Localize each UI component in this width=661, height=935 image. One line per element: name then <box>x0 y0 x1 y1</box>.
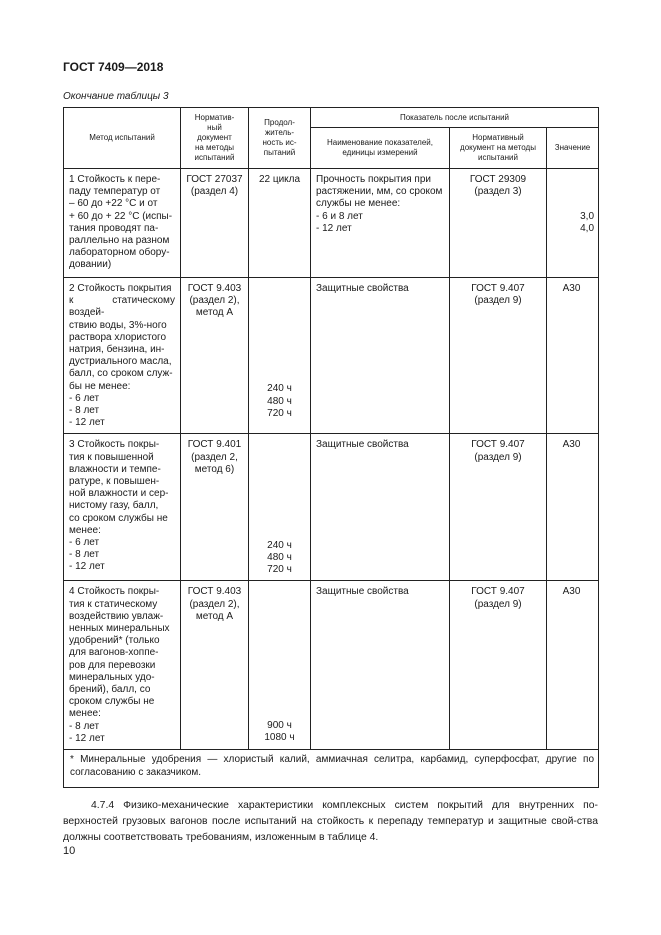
table-header-row <box>64 108 599 128</box>
row1-indicator: Прочность покрытия при растяжении, мм, со сроком службы не менее: - 6 и 8 лет - 12 лет <box>311 169 450 278</box>
header-value: Значение <box>547 128 599 169</box>
row3-value: А30 <box>547 434 599 581</box>
row2-norm-doc: ГОСТ 9.403 (раздел 2), метод А <box>181 278 249 434</box>
row3-norm-doc: ГОСТ 9.401 (раздел 2, метод 6) <box>181 434 249 581</box>
row4-indicator: Защитные свойства <box>311 581 450 750</box>
table-row <box>64 169 599 278</box>
table-caption: Окончание таблицы 3 <box>63 91 169 102</box>
document-header: ГОСТ 7409—2018 <box>63 60 164 74</box>
table-row <box>64 278 599 434</box>
page-number: 10 <box>63 845 76 857</box>
header-norm-doc: Норматив- ный документ на методы испытаний <box>181 108 249 169</box>
row4-norm-doc: ГОСТ 9.403 (раздел 2), метод А <box>181 581 249 750</box>
row4-duration-cell <box>249 581 311 750</box>
row3-duration: 240 ч 480 ч 720 ч <box>267 539 292 576</box>
row1-norm-doc: ГОСТ 27037 (раздел 4) <box>181 169 249 278</box>
row2-method: 2 Стойкость покрытия к статическому воздей- ствию воды, 3%-ного раствора хлористого натрия, бензина, ин- дустриального масла, балл, со сроком служ- бы не менее: - 6 лет - 8 лет - 12 лет <box>64 278 181 434</box>
table-footnote: * Минеральные удобрения — хлористый калий, аммиачная селитра, карбамид, суперфосфат, другие по согласованию с заказчиком. <box>64 750 599 788</box>
row2-duration-cell <box>249 278 311 434</box>
row4-duration: 900 ч 1080 ч <box>264 720 295 744</box>
row2-indicator: Защитные свойства <box>311 278 450 434</box>
row3-method: 3 Стойкость покры- тия к повышенной влажности и темпе- ратуре, к повышен- ной влажности и сер- нистому газу, балл, со сроком службы не менее: - 6 лет - 8 лет - 12 лет <box>64 434 181 581</box>
row4-indicator-doc: ГОСТ 9.407 (раздел 9) <box>450 581 547 750</box>
row4-value: А30 <box>547 581 599 750</box>
row3-duration-cell <box>249 434 311 581</box>
row2-indicator-doc: ГОСТ 9.407 (раздел 9) <box>450 278 547 434</box>
row4-method: 4 Стойкость покры- тия к статическому воздействию увлаж- ненных минеральных удобрений* (только для вагонов-хоппе- ров для перевозки минеральных удо- брений), балл, со сроком службы не менее: - 8 лет - 12 лет <box>64 581 181 750</box>
test-results-table <box>63 107 599 788</box>
row1-method: 1 Стойкость к пере- паду температур от – 60 до +22 °С и от + 60 до + 22 °С (испы- тания проводят па- раллельно на разном лабораторном обору- довании) <box>64 169 181 278</box>
header-after-tests: Показатель после испытаний <box>311 108 599 128</box>
row3-indicator: Защитные свойства <box>311 434 450 581</box>
section-paragraph: 4.7.4 Физико-механические характеристики комплексных систем покрытий для внутренних по-верхностей грузовых вагонов после испытаний на стойкость к перепаду температур и защитные свой-ства должны соответствовать требованиям, изложенным в таблице 4. <box>63 800 598 843</box>
header-duration: Продол- житель- ность ис- пытаний <box>249 108 311 169</box>
row3-indicator-doc: ГОСТ 9.407 (раздел 9) <box>450 434 547 581</box>
row1-duration: 22 цикла <box>249 169 311 278</box>
row2-duration: 240 ч 480 ч 720 ч <box>267 383 292 419</box>
table-row <box>64 581 599 750</box>
row1-value: 3,0 4,0 <box>547 169 599 278</box>
header-indicator-name: Наименование показателей, единицы измерений <box>311 128 450 169</box>
row2-value: А30 <box>547 278 599 434</box>
footnote-row <box>64 750 599 788</box>
header-method: Метод испытаний <box>64 108 181 169</box>
header-indicator-norm-doc: Нормативный документ на методы испытаний <box>450 128 547 169</box>
row1-indicator-doc: ГОСТ 29309 (раздел 3) <box>450 169 547 278</box>
table-row <box>64 434 599 581</box>
